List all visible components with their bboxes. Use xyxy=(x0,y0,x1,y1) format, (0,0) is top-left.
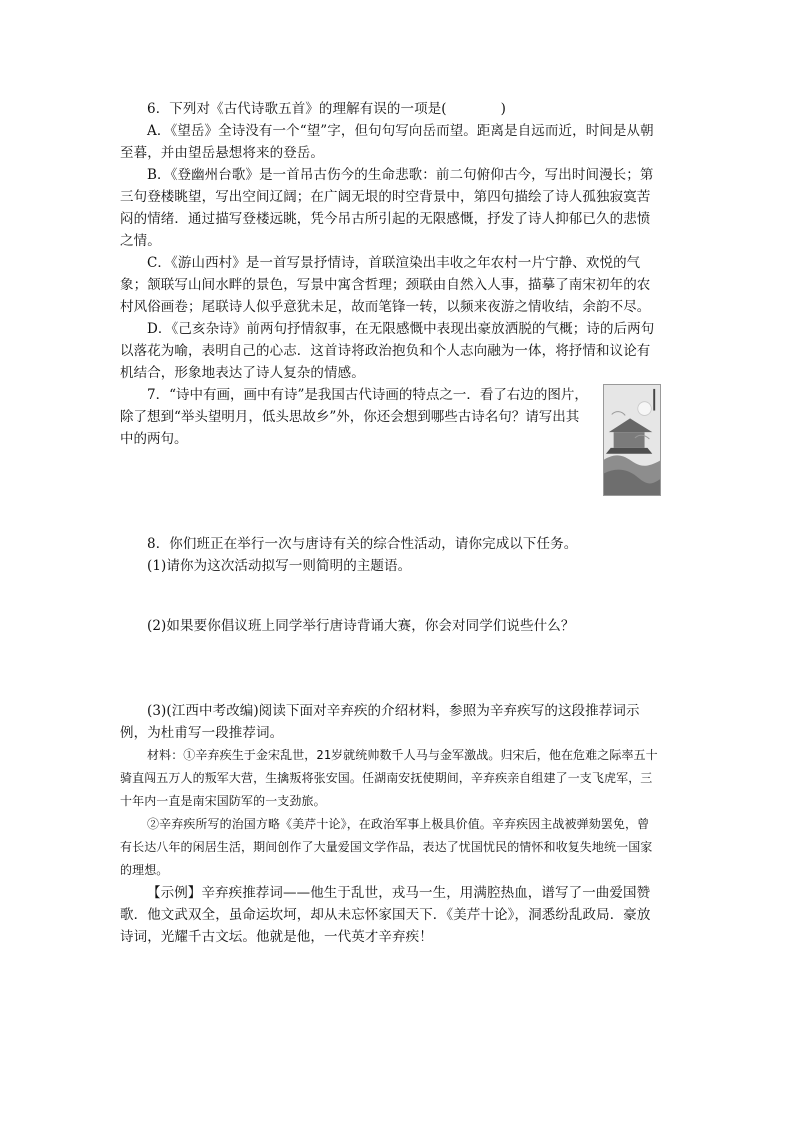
question-8-part-3 xyxy=(120,700,660,948)
question-8-sub3: (3)(江西中考改编)阅读下面对辛弃疾的介绍材料，参照为辛弃疾写的这段推荐词示例，为杜甫写一段推荐词。 xyxy=(120,703,640,741)
option-a: A．《望岳》全诗没有一个“望”字，但句句写向岳而望。距离是自远而近，时间是从朝至暮，并由望岳悬想将来的登岳。 xyxy=(120,123,654,161)
question-6-title xyxy=(120,98,660,120)
example-text: 【示例】辛弃疾推荐词——他生于乱世，戎马一生，用满腔热血，谱写了一曲爱国赞歌．他文武双全，虽命运坎坷，却从未忘怀家国天下．《美芹十论》，洞悉纷乱政局．豪放诗词，光耀千古文坛。他就是他，一代英才辛弃疾！ xyxy=(120,885,651,945)
question-8 xyxy=(120,533,660,577)
question-8-title: 8．你们班正在举行一次与唐诗有关的综合性活动，请你完成以下任务。 xyxy=(147,536,578,552)
question-7-text: 7．“诗中有画，画中有诗”是我国古代诗画的特点之一．看了右边的图片，除了想到“举头望明月，低头思故乡”外，你还会想到哪些古诗名句？请写出其中的两句。 xyxy=(120,387,588,447)
question-8-part-2 xyxy=(120,615,660,637)
option-b: B．《登幽州台歌》是一首吊古伤今的生命悲歌：前二句俯仰古今，写出时间漫长；第三句登楼眺望，写出空间辽阔；在广阔无垠的时空背景中，第四句描绘了诗人孤独寂寞苦闷的情绪．通过描写登楼远眺，凭今吊古所引起的无限感慨，抒发了诗人抑郁已久的悲愤之情。 xyxy=(120,167,654,249)
question-8-sub2: (2)如果要你倡议班上同学举行唐诗背诵大赛，你会对同学们说些什么？ xyxy=(147,618,575,634)
question-6 xyxy=(120,98,660,384)
landscape-painting-icon xyxy=(604,385,660,495)
material-1: 材料：①辛弃疾生于金宋乱世，21岁就统帅数千人马与金军激战。归宋后，他在危难之际率五十骑直闯五万人的叛军大营，生擒叛将张安国。任湖南安抚使期间，辛弃疾亲自组建了一支飞虎军，三十年内一直是南宋国防军的一支劲旅。 xyxy=(120,748,658,808)
material-2: ②辛弃疾所写的治国方略《美芹十论》，在政治军事上极具价值。辛弃疾因主战被弹劾罢免，曾有长达八年的闲居生活，期间创作了大量爱国文学作品，表达了忧国忧民的情怀和收复失地统一国家的理想。 xyxy=(120,817,653,877)
question-6-title-end: ) xyxy=(500,101,507,117)
option-d: D．《己亥杂诗》前两句抒情叙事，在无限感慨中表现出豪放洒脱的气概；诗的后两句以落花为喻，表明自己的心志．这首诗将政治抱负和个人志向融为一体，将抒情和议论有机结合，形象地表达了诗人复杂的情感。 xyxy=(120,321,655,381)
question-7 xyxy=(120,384,660,496)
question-6-title-text: 6．下列对《古代诗歌五首》的理解有误的一项是( xyxy=(147,101,447,117)
question-8-sub1: (1)请你为这次活动拟写一则简明的主题语。 xyxy=(147,558,412,574)
option-c: C．《游山西村》是一首写景抒情诗，首联渲染出丰收之年农村一片宁静、欢悦的气象；颔联写山间水畔的景色，写景中寓含哲理；颈联由自然入人事，描摹了南宋初年的农村风俗画卷；尾联诗人似乎意犹未足，故而笔锋一转，以频来夜游之情收结，余韵不尽。 xyxy=(120,255,651,315)
landscape-painting-image xyxy=(603,384,661,496)
